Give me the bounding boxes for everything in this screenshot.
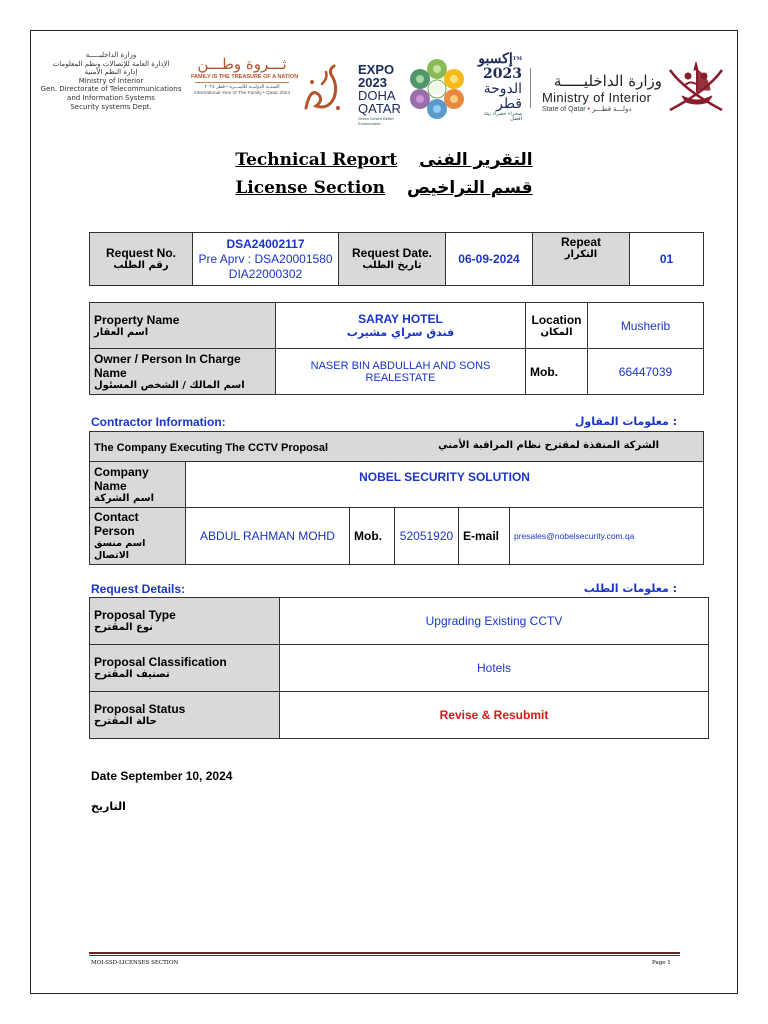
repeat-value: 01 (630, 233, 704, 286)
expo-flower-icon (404, 56, 470, 122)
directorate-line: إدارة النظم الأمنية (84, 68, 138, 77)
expo-country: QATAR (358, 101, 401, 116)
section-title-en: License Section (235, 178, 386, 198)
proposal-status-label: Proposal Status حالة المقترح (90, 692, 280, 739)
expo-green-text: Green Desert Better Environment (358, 116, 394, 126)
proposal-type-label: Proposal Type نوع المقترح (90, 598, 280, 645)
family-logo-line-ar: السنــة الدوليــة للأســـرة • قطر ٢٠٢٤ (204, 85, 280, 90)
company-name-value: NOBEL SECURITY SOLUTION (186, 462, 704, 508)
contact-mob-label: Mob. (350, 508, 395, 565)
request-no-value: DSA24002117 Pre Aprv : DSA20001580 DIA22000302 (193, 233, 339, 286)
owner-mob-label: Mob. (526, 349, 588, 395)
moi-logo-text (542, 72, 662, 113)
expo-tm: TM (512, 56, 522, 62)
usra-calligraphy-icon (298, 58, 346, 120)
footer-section-label: MOI-SSD-LICENSES SECTION (91, 960, 179, 966)
title-ar: التقرير الفنى (419, 150, 533, 170)
directorate-line: Ministry of Interior (78, 76, 144, 85)
property-name-value: SARAY HOTEL فندق سراي مشيرب (276, 303, 526, 349)
directorate-block (36, 51, 186, 111)
details-table (89, 597, 709, 739)
request-date-value: 06-09-2024 (446, 233, 533, 286)
report-date: Date September 10, 2024 (91, 769, 233, 783)
expo-logo-arabic (474, 52, 522, 122)
footer-rule-thin (89, 955, 680, 956)
section-title-ar: قسم التراخيص (407, 178, 533, 198)
details-heading-ar: معلومات الطلب : (583, 582, 677, 595)
report-title (0, 150, 768, 170)
proposal-status-value: Revise & Resubmit (280, 692, 709, 739)
state-en: State of Qatar (542, 106, 586, 113)
contact-mob-value: 52051920 (395, 508, 459, 565)
expo-logo-english (358, 63, 401, 126)
directorate-line: Security systems Dept. (70, 102, 152, 111)
proposal-type-value: Upgrading Existing CCTV (280, 598, 709, 645)
company-name-label: Company Name اسم الشركة (90, 462, 186, 508)
owner-value: NASER BIN ABDULLAH AND SONS REALESTATE (276, 349, 526, 395)
expo-ar-city: الدوحة (483, 81, 522, 97)
expo-ar-word: إكسبو (478, 51, 513, 67)
contractor-table (89, 431, 704, 565)
property-table (89, 302, 704, 395)
contractor-heading: Contractor Information: (91, 415, 226, 429)
email-label: E-mail (459, 508, 510, 565)
repeat-label: Repeat التكرار (533, 233, 630, 286)
contact-person-value: ABDUL RAHMAN MOHD (186, 508, 350, 565)
location-label: Location المكان (526, 303, 588, 349)
proposal-class-value: Hotels (280, 645, 709, 692)
contact-person-label: Contact Person اسم منسق الاتصال (90, 508, 186, 565)
expo-ar-year: 2023 (483, 66, 522, 82)
expo-word: EXPO (358, 62, 395, 77)
location-value: Musherib (588, 303, 704, 349)
expo-ar-country: قطر (496, 96, 522, 112)
header-divider (530, 68, 531, 108)
moi-state: State of Qatar • دولـــة قطـــر (542, 106, 632, 113)
request-date-label: Request Date. تاريخ الطلب (339, 233, 446, 286)
section-title (0, 178, 768, 198)
moi-arabic: وزارة الداخليـــــة (553, 72, 662, 90)
proposal-class-label: Proposal Classification تصنيف المقترح (90, 645, 280, 692)
footer-page-number: Page 1 (652, 960, 671, 966)
directorate-line: وزارة الداخليـــــة (85, 51, 137, 59)
request-table (89, 232, 704, 286)
family-logo-arabic: ثـــروة وطـــن (197, 55, 287, 73)
report-date-ar: التاريخ (91, 800, 126, 813)
qatar-emblem-icon (664, 56, 728, 118)
expo-ar-small: صحراء خضراء بيئة أفضل (483, 111, 522, 122)
directorate-line: and Information Systems (67, 93, 155, 102)
owner-label: Owner / Person In Charge Name اسم المالك / الشخص المسئول (90, 349, 276, 395)
executing-company-row: The Company Executing The CCTV Proposal الشركة المنفذة لمقترح نظام المراقبة الأمني (90, 432, 704, 462)
footer-rule (89, 952, 680, 954)
family-logo-english: FAMILY IS THE TREASURE OF A NATION (191, 74, 299, 80)
title-en: Technical Report (235, 150, 398, 170)
directorate-line: الإدارة العامة للإتصالات ونظم المعلومات (52, 59, 170, 68)
request-no-label: Request No. رقم الطلب (90, 233, 193, 286)
directorate-line: Gen. Directorate of Telecommunications (40, 85, 182, 94)
contractor-heading-ar: معلومات المقاول : (574, 415, 677, 428)
details-heading: Request Details: (91, 582, 186, 596)
family-logo-line-en: International Year of The Family • Qatar 2024 (194, 91, 290, 96)
email-value: presales@nobelsecurity.com.qa (510, 508, 704, 565)
expo-year: 2023 (358, 75, 387, 90)
moi-english: Ministry of Interior (542, 90, 652, 105)
family-year-logo (191, 55, 299, 97)
property-name-label: Property Name اسم العقار (90, 303, 276, 349)
owner-mob-value: 66447039 (588, 349, 704, 395)
expo-city: DOHA (358, 88, 396, 103)
state-ar: دولـــة قطـــر (591, 106, 632, 113)
